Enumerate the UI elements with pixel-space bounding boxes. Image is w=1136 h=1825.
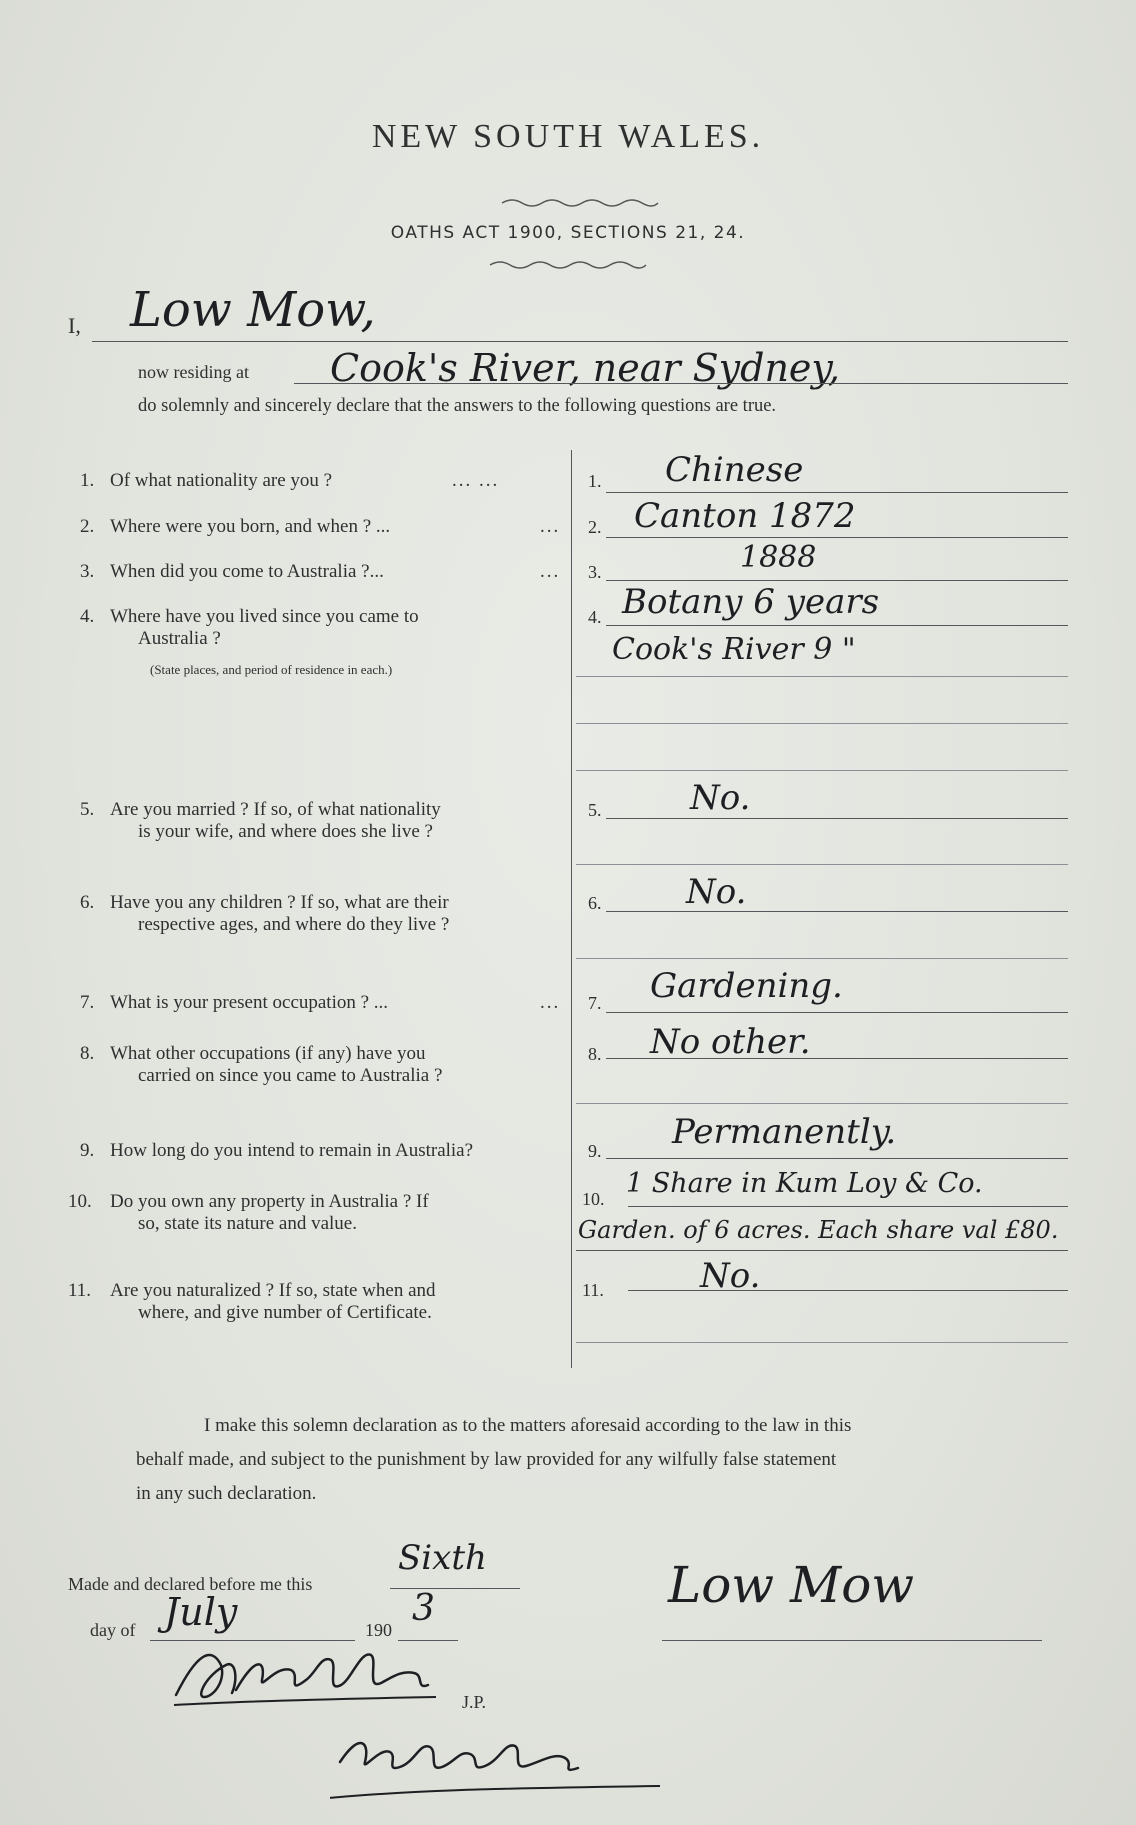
question-4: 4. Where have you lived since you came to Australia ? (80, 606, 419, 649)
answer-11: No. (700, 1256, 761, 1296)
declarant-signature: Low Mow (668, 1556, 915, 1614)
month-value: July (164, 1590, 238, 1634)
answer-line-3 (606, 580, 1068, 581)
question-2: 2. Where were you born, and when ? ... ... (80, 516, 561, 537)
answer-num-5: 5. (588, 800, 602, 820)
question-3: 3. When did you come to Australia ?... ... (80, 561, 561, 582)
question-11: 11. Are you naturalized ? If so, state when and where, and give number of Certificate. (68, 1280, 436, 1323)
answer-10-line2: Garden. of 6 acres. Each share val £80. (578, 1216, 1059, 1244)
question-7: 7. What is your present occupation ? ... ... (80, 992, 561, 1013)
answer-line-4c (576, 723, 1068, 724)
answer-line-10 (628, 1206, 1068, 1207)
residence-value: Cook's River, near Sydney, (330, 346, 840, 390)
answer-num-6: 6. (588, 893, 602, 913)
answer-line-1 (606, 492, 1068, 493)
answer-line-7 (606, 1012, 1068, 1013)
answer-line-6b (576, 958, 1068, 959)
name-line (92, 341, 1068, 342)
answer-line-11b (576, 1342, 1068, 1343)
answer-num-9: 9. (588, 1141, 602, 1161)
answer-num-10: 10. (582, 1189, 605, 1209)
answer-5: No. (690, 778, 751, 818)
second-signature-mark (330, 1722, 660, 1812)
i-prefix: I, (68, 313, 81, 338)
answer-line-11 (628, 1290, 1068, 1291)
year-digit: 3 (412, 1588, 435, 1629)
answer-line-9 (606, 1158, 1068, 1159)
answer-2: Canton 1872 (634, 496, 856, 536)
answer-line-5b (576, 864, 1068, 865)
answer-num-4: 4. (588, 607, 602, 627)
declarant-name: Low Mow, (130, 282, 376, 338)
jp-label: J.P. (462, 1692, 487, 1712)
answer-7: Gardening. (650, 966, 843, 1006)
column-divider (571, 450, 572, 1368)
question-8: 8. What other occupations (if any) have you carried on since you came to Australia ? (80, 1043, 443, 1086)
question-9: 9. How long do you intend to remain in Australia? (80, 1140, 474, 1161)
answer-10: 1 Share in Kum Loy & Co. (626, 1168, 983, 1199)
answer-6: No. (686, 872, 747, 912)
answer-num-7: 7. (588, 993, 602, 1013)
residence-line (294, 383, 1068, 384)
answer-line-4d (576, 770, 1068, 771)
answer-4: Botany 6 years (622, 582, 880, 622)
answer-4-line2: Cook's River 9 " (612, 632, 856, 667)
declaration-line-2: behalf made, and subject to the punishment by law provided for any wilfully false statement (136, 1449, 837, 1470)
answer-line-5 (606, 818, 1068, 819)
page-subtitle: OATHS ACT 1900, SECTIONS 21, 24. (390, 223, 746, 243)
answer-num-1: 1. (588, 471, 602, 491)
answer-8: No other. (650, 1022, 811, 1062)
answer-num-11: 11. (582, 1280, 604, 1300)
day-of-label: day of (90, 1620, 136, 1640)
residing-label: now residing at (138, 362, 249, 382)
question-10: 10. Do you own any property in Australia ? If so, state its nature and value. (68, 1191, 429, 1234)
ornament-bottom (488, 258, 648, 272)
made-declared-label: Made and declared before me this (68, 1574, 313, 1594)
question-1: 1. Of what nationality are you ? ... ... (80, 470, 500, 491)
declaration-line-1: I make this solemn declaration as to the matters aforesaid according to the law in this (204, 1415, 852, 1436)
question-6: 6. Have you any children ? If so, what are their respective ages, and where do they live ? (80, 892, 450, 935)
page-title: NEW SOUTH WALES. (371, 118, 765, 155)
answer-9: Permanently. (672, 1112, 897, 1152)
answer-num-8: 8. (588, 1044, 602, 1064)
question-4-note: (State places, and period of residence in each.) (150, 662, 393, 677)
ornament-top (500, 196, 660, 210)
answer-num-2: 2. (588, 517, 602, 537)
answer-line-2 (606, 537, 1068, 538)
answer-num-3: 3. (588, 562, 602, 582)
answer-line-10b (576, 1250, 1068, 1251)
question-5: 5. Are you married ? If so, of what nationality is your wife, and where does she live ? (80, 799, 441, 842)
answer-line-6 (606, 911, 1068, 912)
declaration-line-3: in any such declaration. (136, 1483, 317, 1504)
year-prefix: 190 (365, 1620, 392, 1640)
answer-line-4 (606, 625, 1068, 626)
day-value: Sixth (398, 1538, 487, 1578)
declare-text: do solemnly and sincerely declare that the answers to the following questions are true. (138, 396, 777, 416)
answer-line-4b (576, 676, 1068, 677)
signature-line (662, 1640, 1042, 1641)
jp-signature-mark (166, 1635, 466, 1715)
answer-line-8b (576, 1103, 1068, 1104)
answer-3: 1888 (740, 540, 817, 575)
day-line (390, 1588, 520, 1589)
answer-1: Chinese (665, 450, 804, 490)
